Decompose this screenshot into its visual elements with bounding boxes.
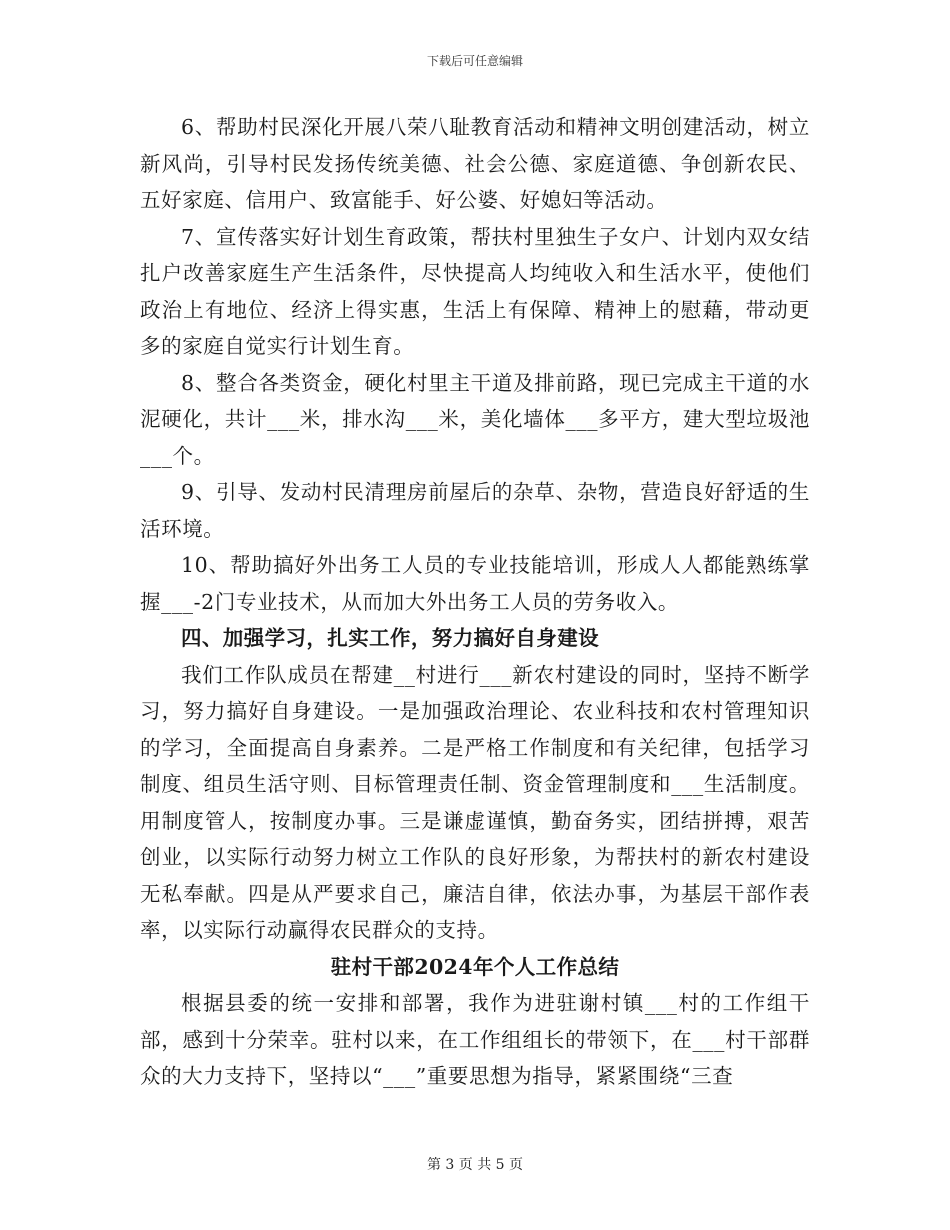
paragraph-item-8: 8、整合各类资金，硬化村里主干道及排前路，现已完成主干道的水泥硬化，共计___米，排水沟___米，美化墙体___多平方，建大型垃圾池___个。 <box>140 370 810 468</box>
paragraph-item-9: 9、引导、发动村民清理房前屋后的杂草、杂物，营造良好舒适的生活环境。 <box>140 480 810 541</box>
paragraph-item-10: 10、帮助搞好外出务工人员的专业技能培训，形成人人都能熟练掌握___-2门专业技术，从而加大外出务工人员的劳务收入。 <box>140 553 810 614</box>
paragraph-item-7: 7、宣传落实好计划生育政策，帮扶村里独生子女户、计划内双女结扎户改善家庭生产生活条件，尽快提高人均纯收入和生活水平，使他们政治上有地位、经济上得实惠，生活上有保障、精神上的慰藉，带动更多的家庭自觉实行计划生育。 <box>140 224 810 358</box>
section-4-paragraph: 我们工作队成员在帮建__村进行___新农村建设的同时，坚持不断学习，努力搞好自身建设。一是加强政治理论、农业科技和农村管理知识的学习，全面提高自身素养。二是严格工作制度和有关纪律，包括学习制度、组员生活守则、目标管理责任制、资金管理制度和___生活制度。用制度管人，按制度办事。三是谦虚谨慎，勤奋务实，团结拼搏，艰苦创业，以实际行动努力树立工作队的良好形象，为帮扶村的新农村建设无私奉献。四是从严要求自己，廉洁自律，依法办事，为基层干部作表率，以实际行动赢得农民群众的支持。 <box>140 662 810 942</box>
document-body <box>140 109 810 1095</box>
page-footer-number: 第 3 页 共 5 页 <box>426 1157 524 1173</box>
page-header-note: 下载后可任意编辑 <box>426 54 523 68</box>
document-title: 驻村干部2024年个人工作总结 <box>330 954 620 979</box>
intro-paragraph: 根据县委的统一安排和部署，我作为进驻谢村镇___村的工作组干部，感到十分荣幸。驻村以来，在工作组组长的带领下，在___村干部群众的大力支持下，坚持以“___”重要思想为指导，紧紧围绕“三查 <box>140 991 810 1088</box>
section-heading-4: 四、加强学习，扎实工作，努力搞好自身建设 <box>181 626 599 650</box>
paragraph-item-6: 6、帮助村民深化开展八荣八耻教育活动和精神文明创建活动，树立新风尚，引导村民发扬传统美德、社会公德、家庭道德、争创新农民、五好家庭、信用户、致富能手、好公婆、好媳妇等活动。 <box>140 115 810 212</box>
